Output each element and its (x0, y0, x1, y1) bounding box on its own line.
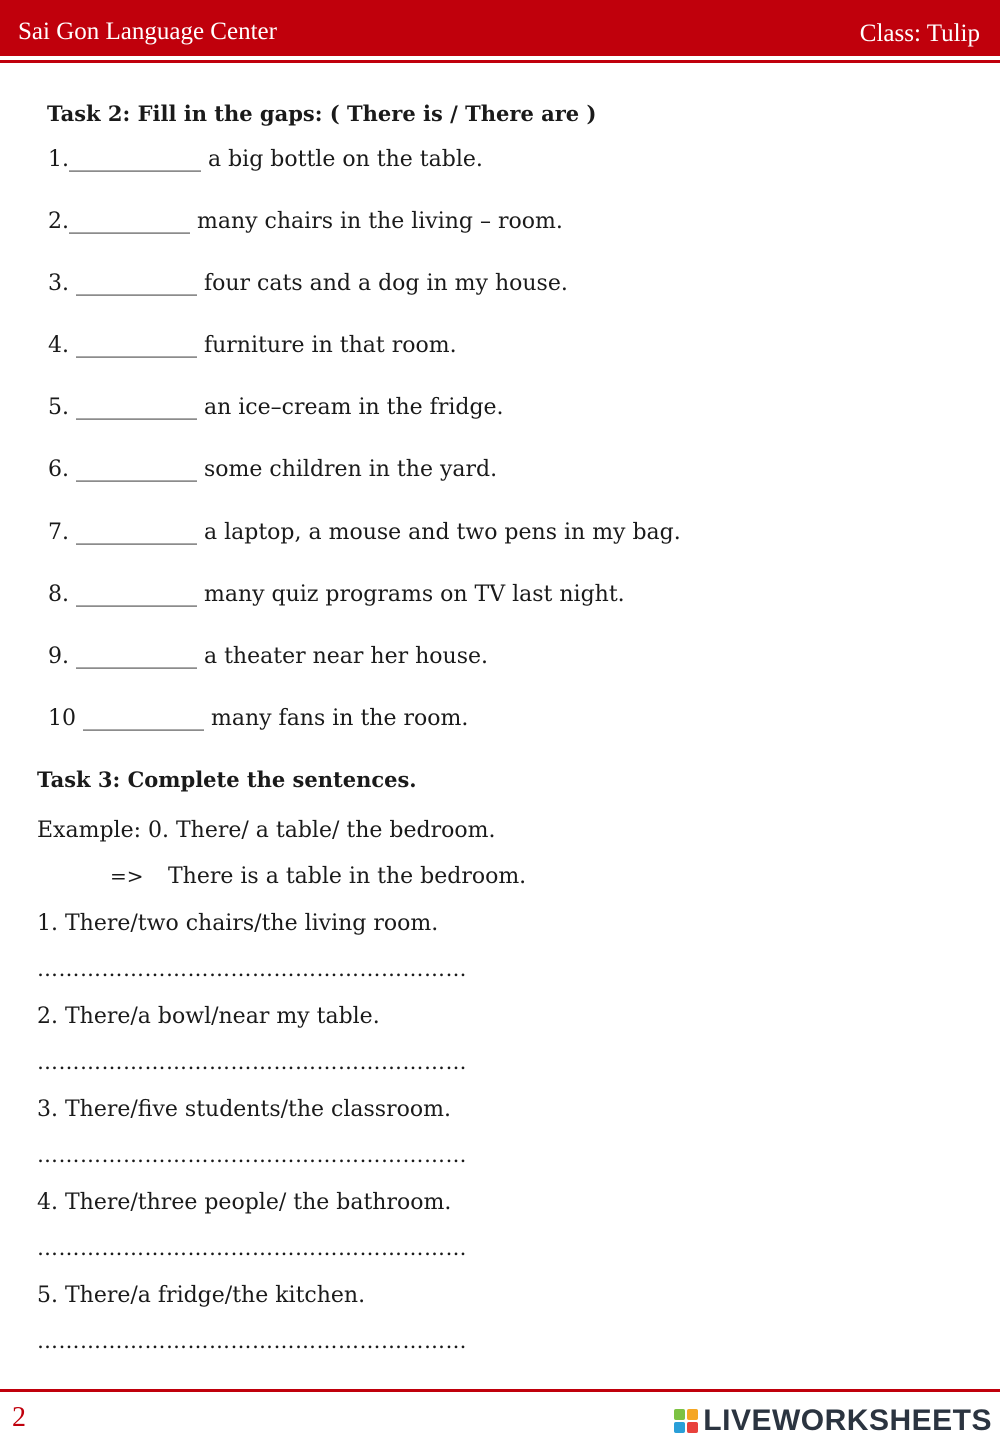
task3-item-4: 4. There/three people/ the bathroom. (37, 1190, 452, 1215)
class-label: Class: Tulip (859, 20, 980, 47)
liveworksheets-brand (673, 1404, 992, 1438)
liveworksheets-logo-icon (673, 1408, 699, 1434)
task3-title: Task 3: Complete the sentences. (37, 767, 417, 792)
answer-line-2[interactable]: …………………………………………………… (37, 1050, 467, 1074)
task2-title: Task 2: Fill in the gaps: ( There is / There are ) (47, 101, 597, 126)
task3-example-prompt: Example: 0. There/ a table/ the bedroom. (37, 818, 496, 843)
task2-item-2: 2.___________ many chairs in the living – room. (48, 209, 563, 234)
task2-item-1: 1.____________ a big bottle on the table. (48, 147, 483, 172)
answer-line-1[interactable]: …………………………………………………… (37, 957, 467, 981)
task3-item-2: 2. There/a bowl/near my table. (37, 1004, 380, 1029)
task3-item-3: 3. There/five students/the classroom. (37, 1097, 451, 1122)
task3-item-5: 5. There/a fridge/the kitchen. (37, 1283, 366, 1308)
task2-item-8: 8. ___________ many quiz programs on TV last night. (48, 582, 625, 607)
answer-line-5[interactable]: …………………………………………………… (37, 1329, 467, 1353)
task2-item-4: 4. ___________ furniture in that room. (48, 333, 457, 358)
task2-item-9: 9. ___________ a theater near her house. (48, 644, 488, 669)
answer-line-3[interactable]: …………………………………………………… (37, 1143, 467, 1167)
example-arrow: => (110, 864, 144, 888)
header-rule (0, 60, 1000, 63)
task2-item-7: 7. ___________ a laptop, a mouse and two pens in my bag. (48, 520, 681, 545)
task2-item-10: 10 ___________ many fans in the room. (48, 706, 469, 731)
page-number: 2 (12, 1402, 26, 1433)
answer-line-4[interactable]: …………………………………………………… (37, 1236, 467, 1260)
task3-item-1: 1. There/two chairs/the living room. (37, 911, 439, 936)
task2-item-6: 6. ___________ some children in the yard. (48, 457, 498, 482)
task3-example-answer: There is a table in the bedroom. (168, 864, 527, 889)
brand-name: LIVEWORKSHEETS (703, 1404, 992, 1437)
center-name: Sai Gon Language Center (18, 18, 277, 45)
footer-rule (0, 1389, 1000, 1392)
task2-item-5: 5. ___________ an ice–cream in the fridge. (48, 395, 504, 420)
task2-item-3: 3. ___________ four cats and a dog in my house. (48, 271, 568, 296)
